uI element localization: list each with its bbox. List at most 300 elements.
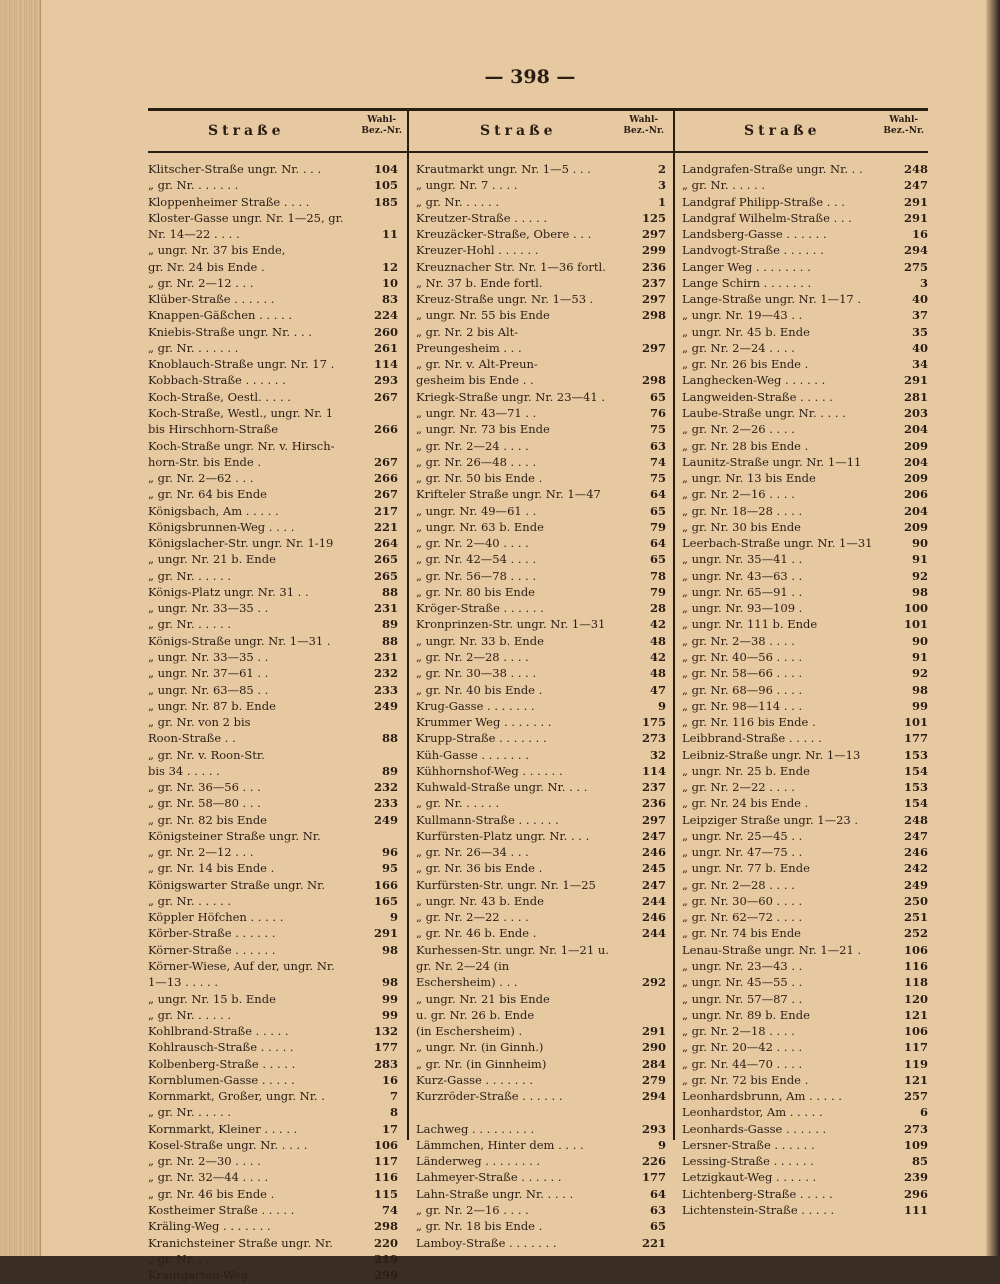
street-entry bbox=[148, 422, 398, 438]
district-number: 101 bbox=[903, 617, 928, 632]
district-number: 265 bbox=[373, 568, 398, 583]
street-entry bbox=[416, 959, 666, 975]
district-number: 231 bbox=[373, 649, 398, 664]
district-number: 247 bbox=[903, 178, 928, 193]
district-number: 298 bbox=[641, 373, 666, 388]
street-entry bbox=[148, 1057, 398, 1073]
street-entry bbox=[682, 992, 928, 1008]
street-entry bbox=[682, 520, 928, 536]
street-name: „ ungr. Nr. 13 bis Ende bbox=[682, 471, 816, 486]
street-name: „ ungr. Nr. 89 b. Ende bbox=[682, 1007, 810, 1022]
street-entry bbox=[148, 1024, 398, 1040]
street-name: Leonhards-Gasse . . . . . . bbox=[682, 1121, 827, 1136]
street-name: „ ungr. Nr. 25 b. Ende bbox=[682, 763, 810, 778]
street-entry bbox=[416, 195, 666, 211]
street-name: Koch-Straße, Westl., ungr. Nr. 1 bbox=[148, 405, 334, 420]
street-name: „ ungr. Nr. 49—61 . . bbox=[416, 503, 537, 518]
district-number: 294 bbox=[903, 243, 928, 258]
street-entry bbox=[148, 552, 398, 568]
street-entry bbox=[148, 243, 398, 259]
district-number: 204 bbox=[903, 503, 928, 518]
district-number: 116 bbox=[903, 959, 928, 974]
street-name: Körner-Straße . . . . . . bbox=[148, 942, 276, 957]
district-number: 12 bbox=[381, 259, 398, 274]
district-number: 204 bbox=[903, 454, 928, 469]
street-entry bbox=[148, 211, 398, 227]
district-number: 221 bbox=[641, 1235, 666, 1250]
street-entry bbox=[416, 878, 666, 894]
street-entry bbox=[682, 780, 928, 796]
street-entry bbox=[416, 943, 666, 959]
street-entry bbox=[148, 943, 398, 959]
district-number: 244 bbox=[641, 926, 666, 941]
district-number: 294 bbox=[641, 1089, 666, 1104]
street-name: Lange Schirn . . . . . . . bbox=[682, 275, 812, 290]
street-name: „ ungr. Nr. 37—61 . . bbox=[148, 666, 269, 681]
street-name: „ gr. Nr. 2—40 . . . . bbox=[416, 536, 529, 551]
district-number: 6 bbox=[919, 1105, 928, 1120]
district-number: 242 bbox=[903, 861, 928, 876]
street-name: „ gr. Nr. 64 bis Ende bbox=[148, 487, 267, 502]
district-number: 257 bbox=[903, 1089, 928, 1104]
district-number: 64 bbox=[649, 536, 666, 551]
street-entry bbox=[148, 471, 398, 487]
street-name: Lichtenstein-Straße . . . . . bbox=[682, 1203, 835, 1217]
district-number: 248 bbox=[903, 162, 928, 176]
street-name: „ gr. Nr. 40—56 . . . . bbox=[682, 649, 803, 664]
street-entry bbox=[416, 308, 666, 324]
street-entry bbox=[148, 455, 398, 471]
district-number: 267 bbox=[373, 487, 398, 502]
district-number: 203 bbox=[903, 405, 928, 420]
district-number: 2 bbox=[657, 162, 666, 176]
district-number: 246 bbox=[903, 845, 928, 860]
district-number: 118 bbox=[903, 975, 928, 990]
street-entry bbox=[416, 699, 666, 715]
street-name: Kurzröder-Straße . . . . . . bbox=[416, 1089, 563, 1104]
district-number: 273 bbox=[903, 1121, 928, 1136]
street-name: Lange-Straße ungr. Nr. 1—17 . bbox=[682, 292, 862, 307]
street-entry bbox=[682, 569, 928, 585]
street-entry bbox=[416, 1154, 666, 1170]
district-number: 8 bbox=[389, 1105, 398, 1120]
district-number: 40 bbox=[911, 292, 928, 307]
street-entry bbox=[416, 162, 666, 178]
street-entry bbox=[682, 536, 928, 552]
district-number: 221 bbox=[373, 519, 398, 534]
street-entry bbox=[682, 699, 928, 715]
street-name: Kloster-Gasse ungr. Nr. 1—25, gr. bbox=[148, 210, 344, 225]
street-name: „ gr. Nr. v. Roon-Str. bbox=[148, 747, 265, 762]
street-entry bbox=[148, 1089, 398, 1105]
district-number: 99 bbox=[381, 991, 398, 1006]
district-number: 267 bbox=[373, 389, 398, 404]
street-name: Langhecken-Weg . . . . . . bbox=[682, 373, 826, 388]
district-number: 233 bbox=[373, 682, 398, 697]
street-name: Leibbrand-Straße . . . . . bbox=[682, 731, 822, 746]
street-entry bbox=[682, 1105, 928, 1121]
street-entry bbox=[682, 666, 928, 682]
street-entry bbox=[148, 650, 398, 666]
header-street: Straße bbox=[208, 123, 285, 139]
street-entry bbox=[416, 845, 666, 861]
district-number: 34 bbox=[911, 357, 928, 372]
street-entry bbox=[148, 1138, 398, 1154]
street-entry bbox=[148, 1203, 398, 1219]
street-name: „ ungr. Nr. 15 b. Ende bbox=[148, 991, 276, 1006]
district-number: 247 bbox=[903, 828, 928, 843]
street-name: „ gr. Nr. von 2 bis bbox=[148, 715, 251, 730]
street-name: „ gr. Nr. 74 bis Ende bbox=[682, 926, 801, 941]
street-name: bis Hirschhorn-Straße bbox=[148, 422, 279, 437]
street-name: Leonhardsbrunn, Am . . . . . bbox=[682, 1089, 842, 1104]
street-name: Köppler Höfchen . . . . . bbox=[148, 910, 284, 925]
district-number: 89 bbox=[381, 617, 398, 632]
district-number: 92 bbox=[911, 666, 928, 681]
district-number: 248 bbox=[903, 812, 928, 827]
street-name: Kloppenheimer Straße . . . . bbox=[148, 194, 310, 209]
street-name: „ gr. Nr. 18 bis Ende . bbox=[416, 1219, 543, 1234]
street-entry bbox=[148, 975, 398, 991]
street-entry bbox=[682, 341, 928, 357]
street-entry bbox=[148, 992, 398, 1008]
district-number: 249 bbox=[373, 812, 398, 827]
district-number: 261 bbox=[373, 340, 398, 355]
street-entry bbox=[416, 617, 666, 633]
district-number: 233 bbox=[373, 796, 398, 811]
street-entry bbox=[682, 910, 928, 926]
street-name: „ ungr. Nr. 19—43 . . bbox=[682, 308, 803, 323]
district-number: 232 bbox=[373, 780, 398, 795]
street-entry bbox=[682, 1154, 928, 1170]
street-name: Kräling-Weg . . . . . . . bbox=[148, 1219, 271, 1234]
street-name: „ ungr. Nr. 111 b. Ende bbox=[682, 617, 818, 632]
street-name: gesheim bis Ende . . bbox=[416, 373, 534, 388]
street-entry bbox=[148, 195, 398, 211]
district-number: 63 bbox=[649, 1203, 666, 1217]
header-wahl: Wahl- Bez.-Nr. bbox=[883, 115, 924, 136]
street-entry bbox=[416, 650, 666, 666]
street-name: „ gr. Nr. 26 bis Ende . bbox=[682, 357, 809, 372]
street-entry bbox=[416, 1236, 666, 1252]
street-name: „ gr. Nr. 28 bis Ende . bbox=[682, 438, 809, 453]
district-number: 275 bbox=[903, 259, 928, 274]
street-name: Kosel-Straße ungr. Nr. . . . . bbox=[148, 1137, 308, 1152]
district-number: 291 bbox=[903, 194, 928, 209]
district-number: 245 bbox=[641, 861, 666, 876]
district-number: 291 bbox=[903, 373, 928, 388]
street-name: Langweiden-Straße . . . . . bbox=[682, 389, 833, 404]
district-number: 105 bbox=[373, 178, 398, 193]
district-number: 246 bbox=[641, 910, 666, 925]
street-name: „ gr. Nr. 46 bis Ende . bbox=[148, 1186, 275, 1201]
street-entry bbox=[682, 894, 928, 910]
street-name: Lersner-Straße . . . . . . bbox=[682, 1137, 815, 1152]
street-entry bbox=[416, 894, 666, 910]
street-entry bbox=[148, 504, 398, 520]
district-number: 47 bbox=[649, 682, 666, 697]
street-name: „ gr. Nr. 2—28 . . . . bbox=[682, 877, 795, 892]
street-name: Klüber-Straße . . . . . . bbox=[148, 292, 275, 307]
street-name: „ ungr. Nr. 7 . . . . bbox=[416, 178, 518, 193]
street-entry bbox=[148, 601, 398, 617]
street-entry bbox=[682, 406, 928, 422]
street-entry bbox=[148, 829, 398, 845]
district-number: 28 bbox=[649, 601, 666, 616]
street-name: Kreuz-Straße ungr. Nr. 1—53 . bbox=[416, 292, 594, 307]
street-name: Königslacher-Str. ungr. Nr. 1-19 bbox=[148, 536, 334, 551]
district-number: 209 bbox=[903, 471, 928, 486]
street-name: Koch-Straße, Oestl. . . . . bbox=[148, 389, 291, 404]
street-entry bbox=[682, 959, 928, 975]
street-entry bbox=[416, 455, 666, 471]
street-entry bbox=[416, 1008, 666, 1024]
street-entry bbox=[148, 1236, 398, 1252]
district-number: 106 bbox=[903, 1024, 928, 1039]
street-entry bbox=[682, 1089, 928, 1105]
street-entry bbox=[148, 715, 398, 731]
street-name: „ gr. Nr. 2—26 . . . . bbox=[682, 422, 795, 437]
header-street: Straße bbox=[744, 123, 821, 139]
street-name: Königsbrunnen-Weg . . . . bbox=[148, 519, 295, 534]
street-entry bbox=[148, 796, 398, 812]
street-name: „ gr. Nr. 2—38 . . . . bbox=[682, 633, 795, 648]
street-name: „ gr. Nr. 2—30 . . . . bbox=[148, 1154, 261, 1169]
district-number: 165 bbox=[373, 893, 398, 908]
header-col-3 bbox=[678, 111, 928, 151]
district-number: 65 bbox=[649, 1219, 666, 1234]
district-number: 16 bbox=[381, 1072, 398, 1087]
district-number: 9 bbox=[389, 910, 398, 925]
street-name: Leibniz-Straße ungr. Nr. 1—13 bbox=[682, 747, 861, 762]
street-name: „ gr. Nr. 62—72 . . . . bbox=[682, 910, 803, 925]
street-name: „ gr. Nr. 30—38 . . . . bbox=[416, 666, 537, 681]
district-number: 120 bbox=[903, 991, 928, 1006]
header-street: Straße bbox=[480, 123, 557, 139]
district-number: 106 bbox=[373, 1137, 398, 1152]
district-number: 125 bbox=[641, 210, 666, 225]
district-number: 35 bbox=[911, 324, 928, 339]
street-entry bbox=[148, 1268, 398, 1284]
street-entry bbox=[416, 487, 666, 503]
district-number: 231 bbox=[373, 601, 398, 616]
street-name: Landvogt-Straße . . . . . . bbox=[682, 243, 824, 258]
street-name: „ ungr. Nr. 93—109 . bbox=[682, 601, 803, 616]
street-name: Kohlrausch-Straße . . . . . bbox=[148, 1040, 294, 1055]
street-name: Kohlbrand-Straße . . . . . bbox=[148, 1024, 289, 1039]
street-entry bbox=[682, 373, 928, 389]
header-wahl: Wahl- Bez.-Nr. bbox=[361, 115, 402, 136]
district-number: 11 bbox=[381, 227, 398, 242]
district-number: 266 bbox=[373, 422, 398, 437]
street-name: „ ungr. Nr. 65—91 . . bbox=[682, 584, 803, 599]
district-number: 48 bbox=[649, 666, 666, 681]
district-number: 75 bbox=[649, 471, 666, 486]
street-name: „ gr. Nr. . . . . . bbox=[416, 194, 500, 209]
street-name: „ gr. Nr. 58—80 . . . bbox=[148, 796, 261, 811]
street-entry bbox=[148, 683, 398, 699]
street-column-3 bbox=[682, 162, 928, 1219]
street-entry bbox=[416, 390, 666, 406]
district-number: 32 bbox=[649, 747, 666, 762]
street-entry bbox=[682, 162, 928, 178]
district-number: 219 bbox=[373, 1251, 398, 1266]
district-number: 90 bbox=[911, 536, 928, 551]
street-entry bbox=[148, 1073, 398, 1089]
street-name: „ gr. Nr. 40 bis Ende . bbox=[416, 682, 543, 697]
street-name: „ gr. Nr. 2—16 . . . . bbox=[682, 487, 795, 502]
district-number: 217 bbox=[373, 503, 398, 518]
district-number: 78 bbox=[649, 568, 666, 583]
district-number: 98 bbox=[911, 682, 928, 697]
street-name: „ gr. Nr. 80 bis Ende bbox=[416, 584, 535, 599]
district-number: 75 bbox=[649, 422, 666, 437]
street-entry bbox=[682, 308, 928, 324]
street-entry bbox=[416, 341, 666, 357]
street-entry bbox=[416, 243, 666, 259]
district-number: 284 bbox=[641, 1056, 666, 1071]
street-name: Lachweg . . . . . . . . . bbox=[416, 1121, 535, 1136]
street-name: Kühhornshof-Weg . . . . . . bbox=[416, 763, 563, 778]
street-name: Kurfürsten-Str. ungr. Nr. 1—25 bbox=[416, 877, 596, 892]
street-entry bbox=[682, 601, 928, 617]
street-entry bbox=[148, 1040, 398, 1056]
district-number: 298 bbox=[641, 308, 666, 323]
district-number: 297 bbox=[641, 292, 666, 307]
street-name: Kostheimer Straße . . . . . bbox=[148, 1203, 295, 1217]
street-name: „ gr. Nr. 36—56 . . . bbox=[148, 780, 261, 795]
district-number: 96 bbox=[381, 845, 398, 860]
district-number: 111 bbox=[903, 1203, 928, 1217]
street-entry bbox=[682, 276, 928, 292]
street-name: „ gr. Nr. 46 b. Ende . bbox=[416, 926, 537, 941]
district-number: 177 bbox=[903, 731, 928, 746]
street-name: Königswarter Straße ungr. Nr. bbox=[148, 877, 325, 892]
street-entry bbox=[682, 552, 928, 568]
street-name: „ gr. Nr. 14 bis Ende . bbox=[148, 861, 275, 876]
street-entry bbox=[148, 845, 398, 861]
street-entry bbox=[416, 292, 666, 308]
street-name: „ gr. Nr. 18—28 . . . . bbox=[682, 503, 803, 518]
street-entry bbox=[416, 536, 666, 552]
street-name: „ ungr. Nr. 43—71 . . bbox=[416, 405, 537, 420]
street-entry bbox=[416, 780, 666, 796]
district-number: 91 bbox=[911, 649, 928, 664]
street-name: Letzigkaut-Weg . . . . . . bbox=[682, 1170, 817, 1185]
street-entry bbox=[416, 731, 666, 747]
street-name: Lenau-Straße ungr. Nr. 1—21 . bbox=[682, 942, 862, 957]
district-number: 91 bbox=[911, 552, 928, 567]
street-name: „ gr. Nr. 56—78 . . . . bbox=[416, 568, 537, 583]
district-number: 3 bbox=[657, 178, 666, 193]
district-number: 153 bbox=[903, 780, 928, 795]
district-number: 65 bbox=[649, 552, 666, 567]
street-name: „ gr. Nr. . . . . . bbox=[148, 893, 232, 908]
district-number: 88 bbox=[381, 731, 398, 746]
street-entry bbox=[682, 975, 928, 991]
street-entry bbox=[416, 1024, 666, 1040]
district-number: 99 bbox=[911, 698, 928, 713]
street-name: Kornmarkt, Großer, ungr. Nr. . bbox=[148, 1089, 325, 1104]
street-entry bbox=[416, 1089, 666, 1105]
street-entry bbox=[682, 1024, 928, 1040]
street-entry bbox=[682, 487, 928, 503]
street-entry bbox=[416, 861, 666, 877]
street-entry bbox=[416, 569, 666, 585]
street-entry bbox=[682, 1040, 928, 1056]
street-entry bbox=[416, 276, 666, 292]
street-name: „ gr. Nr. 20—42 . . . . bbox=[682, 1040, 803, 1055]
street-entry bbox=[416, 601, 666, 617]
street-entry bbox=[682, 748, 928, 764]
street-name: „ gr. Nr. 68—96 . . . . bbox=[682, 682, 803, 697]
district-number: 1 bbox=[657, 194, 666, 209]
street-entry bbox=[682, 943, 928, 959]
district-number: 292 bbox=[641, 975, 666, 990]
street-entry bbox=[416, 910, 666, 926]
district-number: 37 bbox=[911, 308, 928, 323]
street-name: Kolbenberg-Straße . . . . . bbox=[148, 1056, 296, 1071]
street-name: „ gr. Nr. 36 bis Ende . bbox=[416, 861, 543, 876]
street-entry bbox=[148, 699, 398, 715]
street-name: „ gr. Nr. 26—48 . . . . bbox=[416, 454, 537, 469]
district-number: 121 bbox=[903, 1007, 928, 1022]
header-col-1 bbox=[148, 111, 406, 151]
district-number: 209 bbox=[903, 438, 928, 453]
street-entry bbox=[682, 422, 928, 438]
street-entry bbox=[416, 1138, 666, 1154]
district-number: 297 bbox=[641, 227, 666, 242]
district-number: 115 bbox=[373, 1186, 398, 1201]
street-entry bbox=[416, 683, 666, 699]
district-number: 298 bbox=[373, 1219, 398, 1234]
street-name: Länderweg . . . . . . . . bbox=[416, 1154, 541, 1169]
street-name: „ gr. Nr. 2—28 . . . . bbox=[416, 649, 529, 664]
district-number: 279 bbox=[641, 1072, 666, 1087]
street-entry bbox=[148, 878, 398, 894]
street-name: „ ungr. Nr. 73 bis Ende bbox=[416, 422, 550, 437]
street-name: Klitscher-Straße ungr. Nr. . . . bbox=[148, 162, 322, 176]
street-entry bbox=[682, 292, 928, 308]
street-entry bbox=[148, 487, 398, 503]
district-number: 297 bbox=[641, 812, 666, 827]
street-name: „ ungr. Nr. 63 b. Ende bbox=[416, 519, 544, 534]
column-divider bbox=[673, 108, 675, 1140]
street-name: Kriegk-Straße ungr. Nr. 23—41 . bbox=[416, 389, 605, 404]
street-name: Krummer Weg . . . . . . . bbox=[416, 715, 552, 730]
street-entry bbox=[682, 1122, 928, 1138]
street-entry bbox=[416, 975, 666, 991]
street-name: „ gr. Nr. 42—54 . . . . bbox=[416, 552, 537, 567]
street-name: „ ungr. Nr. 63—85 . . bbox=[148, 682, 269, 697]
district-number: 252 bbox=[903, 926, 928, 941]
district-number: 121 bbox=[903, 1072, 928, 1087]
street-entry bbox=[148, 439, 398, 455]
district-number: 251 bbox=[903, 910, 928, 925]
street-name: „ gr. Nr. . . . . . bbox=[148, 1007, 232, 1022]
street-name: Kurfürsten-Platz ungr. Nr. . . . bbox=[416, 828, 590, 843]
street-name: „ gr. Nr. . . . . . bbox=[148, 1105, 232, 1120]
street-entry bbox=[416, 406, 666, 422]
street-name: Langer Weg . . . . . . . . bbox=[682, 259, 811, 274]
street-entry bbox=[416, 1073, 666, 1089]
district-number: 153 bbox=[903, 747, 928, 762]
district-number: 92 bbox=[911, 568, 928, 583]
street-entry bbox=[148, 162, 398, 178]
street-name: Roon-Straße . . bbox=[148, 731, 236, 746]
street-entry bbox=[682, 878, 928, 894]
district-number: 273 bbox=[641, 731, 666, 746]
